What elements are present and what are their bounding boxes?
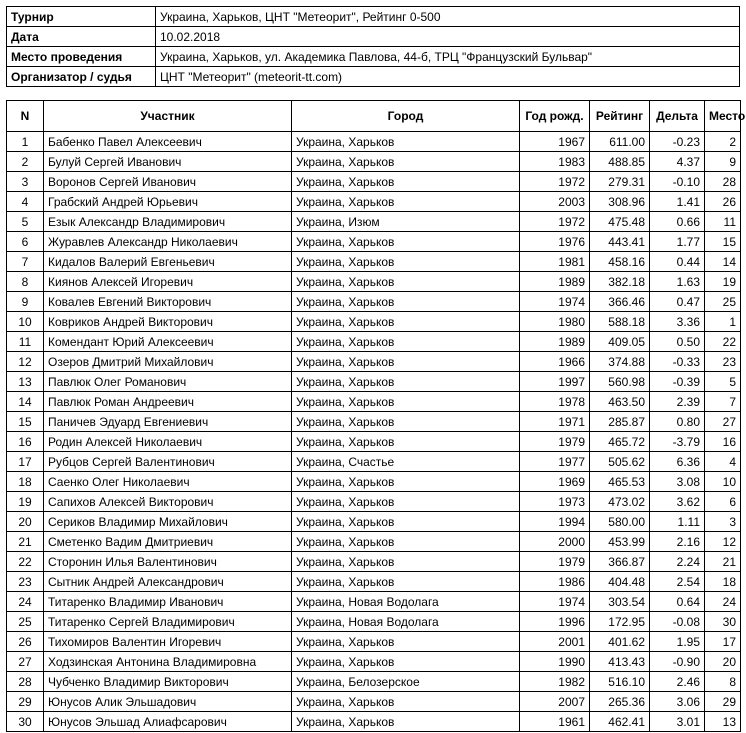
- cell-rating: 401.62: [590, 632, 650, 652]
- cell-city: Украина, Харьков: [292, 492, 520, 512]
- cell-place: 19: [705, 272, 741, 292]
- table-row: [7, 372, 741, 392]
- cell-number: 10: [7, 312, 44, 332]
- cell-rating: 279.31: [590, 172, 650, 192]
- cell-place: 21: [705, 552, 741, 572]
- cell-birth-year: 1972: [520, 172, 590, 192]
- info-value: ЦНТ "Метеорит" (meteorit-tt.com): [156, 67, 740, 87]
- cell-participant: Ковалев Евгений Викторович: [44, 292, 292, 312]
- cell-place: 16: [705, 432, 741, 452]
- cell-participant: Сторонин Илья Валентинович: [44, 552, 292, 572]
- table-row: [7, 572, 741, 592]
- col-header-number: N: [7, 101, 44, 132]
- info-row: [7, 27, 740, 47]
- cell-participant: Юнусов Алик Эльшадович: [44, 692, 292, 712]
- info-value: Украина, Харьков, ЦНТ "Метеорит", Рейтинг 0-500: [156, 7, 740, 27]
- cell-place: 12: [705, 532, 741, 552]
- cell-participant: Езык Александр Владимирович: [44, 212, 292, 232]
- cell-participant: Булуй Сергей Иванович: [44, 152, 292, 172]
- cell-participant: Родин Алексей Николаевич: [44, 432, 292, 452]
- cell-number: 26: [7, 632, 44, 652]
- cell-rating: 374.88: [590, 352, 650, 372]
- cell-number: 11: [7, 332, 44, 352]
- cell-city: Украина, Харьков: [292, 332, 520, 352]
- cell-birth-year: 1977: [520, 452, 590, 472]
- cell-rating: 465.72: [590, 432, 650, 452]
- cell-city: Украина, Харьков: [292, 712, 520, 732]
- table-row: [7, 352, 741, 372]
- cell-rating: 404.48: [590, 572, 650, 592]
- cell-birth-year: 1983: [520, 152, 590, 172]
- cell-participant: Кидалов Валерий Евгеньевич: [44, 252, 292, 272]
- cell-birth-year: 1972: [520, 212, 590, 232]
- cell-birth-year: 2007: [520, 692, 590, 712]
- cell-delta: 1.11: [650, 512, 705, 532]
- cell-place: 3: [705, 512, 741, 532]
- cell-rating: 560.98: [590, 372, 650, 392]
- cell-place: 4: [705, 452, 741, 472]
- cell-place: 8: [705, 672, 741, 692]
- col-header-birth-year: Год рожд.: [520, 101, 590, 132]
- cell-place: 5: [705, 372, 741, 392]
- cell-number: 14: [7, 392, 44, 412]
- cell-place: 22: [705, 332, 741, 352]
- cell-participant: Сметенко Вадим Дмитриевич: [44, 532, 292, 552]
- cell-place: 1: [705, 312, 741, 332]
- cell-participant: Чубченко Владимир Викторович: [44, 672, 292, 692]
- cell-delta: -0.90: [650, 652, 705, 672]
- cell-city: Украина, Харьков: [292, 172, 520, 192]
- cell-participant: Бабенко Павел Алексеевич: [44, 132, 292, 152]
- table-row: [7, 692, 741, 712]
- cell-city: Украина, Харьков: [292, 192, 520, 212]
- table-row: [7, 532, 741, 552]
- table-row: [7, 172, 741, 192]
- cell-rating: 475.48: [590, 212, 650, 232]
- cell-city: Украина, Харьков: [292, 572, 520, 592]
- cell-participant: Юнусов Эльшад Алиафсарович: [44, 712, 292, 732]
- cell-rating: 580.00: [590, 512, 650, 532]
- cell-rating: 505.62: [590, 452, 650, 472]
- cell-birth-year: 1989: [520, 332, 590, 352]
- col-header-delta: Дельта: [650, 101, 705, 132]
- cell-city: Украина, Харьков: [292, 552, 520, 572]
- cell-participant: Воронов Сергей Иванович: [44, 172, 292, 192]
- cell-participant: Ковриков Андрей Викторович: [44, 312, 292, 332]
- cell-birth-year: 1981: [520, 252, 590, 272]
- cell-birth-year: 2001: [520, 632, 590, 652]
- cell-participant: Ходзинская Антонина Владимировна: [44, 652, 292, 672]
- cell-birth-year: 1979: [520, 552, 590, 572]
- cell-city: Украина, Харьков: [292, 352, 520, 372]
- cell-rating: 473.02: [590, 492, 650, 512]
- cell-city: Украина, Харьков: [292, 512, 520, 532]
- cell-participant: Сапихов Алексей Викторович: [44, 492, 292, 512]
- cell-birth-year: 1986: [520, 572, 590, 592]
- cell-rating: 303.54: [590, 592, 650, 612]
- cell-number: 3: [7, 172, 44, 192]
- table-row: [7, 472, 741, 492]
- cell-place: 24: [705, 592, 741, 612]
- cell-city: Украина, Харьков: [292, 312, 520, 332]
- cell-rating: 443.41: [590, 232, 650, 252]
- cell-city: Украина, Харьков: [292, 152, 520, 172]
- cell-delta: 3.08: [650, 472, 705, 492]
- cell-city: Украина, Харьков: [292, 132, 520, 152]
- cell-city: Украина, Новая Водолага: [292, 592, 520, 612]
- cell-delta: 1.41: [650, 192, 705, 212]
- cell-place: 6: [705, 492, 741, 512]
- cell-place: 14: [705, 252, 741, 272]
- cell-city: Украина, Харьков: [292, 272, 520, 292]
- cell-place: 17: [705, 632, 741, 652]
- cell-birth-year: 1996: [520, 612, 590, 632]
- cell-birth-year: 1961: [520, 712, 590, 732]
- cell-city: Украина, Харьков: [292, 472, 520, 492]
- cell-birth-year: 1971: [520, 412, 590, 432]
- cell-rating: 465.53: [590, 472, 650, 492]
- cell-number: 8: [7, 272, 44, 292]
- table-row: [7, 212, 741, 232]
- cell-rating: 265.36: [590, 692, 650, 712]
- table-row: [7, 332, 741, 352]
- cell-rating: 516.10: [590, 672, 650, 692]
- cell-number: 27: [7, 652, 44, 672]
- cell-place: 10: [705, 472, 741, 492]
- cell-delta: 3.62: [650, 492, 705, 512]
- cell-rating: 409.05: [590, 332, 650, 352]
- cell-rating: 366.87: [590, 552, 650, 572]
- cell-delta: 3.06: [650, 692, 705, 712]
- info-label: Турнир: [7, 7, 156, 27]
- cell-place: 18: [705, 572, 741, 592]
- cell-delta: 0.64: [650, 592, 705, 612]
- table-row: [7, 612, 741, 632]
- cell-delta: -0.10: [650, 172, 705, 192]
- cell-delta: 0.47: [650, 292, 705, 312]
- cell-city: Украина, Харьков: [292, 532, 520, 552]
- col-header-city: Город: [292, 101, 520, 132]
- cell-place: 20: [705, 652, 741, 672]
- cell-number: 30: [7, 712, 44, 732]
- cell-birth-year: 2000: [520, 532, 590, 552]
- cell-place: 26: [705, 192, 741, 212]
- tournament-info-table: [6, 6, 740, 87]
- info-label: Организатор / судья: [7, 67, 156, 87]
- cell-birth-year: 1974: [520, 592, 590, 612]
- cell-number: 4: [7, 192, 44, 212]
- cell-number: 9: [7, 292, 44, 312]
- cell-number: 25: [7, 612, 44, 632]
- cell-number: 16: [7, 432, 44, 452]
- cell-number: 13: [7, 372, 44, 392]
- cell-delta: 0.50: [650, 332, 705, 352]
- cell-delta: 0.80: [650, 412, 705, 432]
- table-row: [7, 412, 741, 432]
- cell-place: 25: [705, 292, 741, 312]
- table-row: [7, 292, 741, 312]
- table-row: [7, 452, 741, 472]
- cell-delta: -0.23: [650, 132, 705, 152]
- cell-number: 20: [7, 512, 44, 532]
- cell-city: Украина, Харьков: [292, 252, 520, 272]
- cell-birth-year: 1997: [520, 372, 590, 392]
- cell-rating: 453.99: [590, 532, 650, 552]
- cell-place: 23: [705, 352, 741, 372]
- cell-city: Украина, Харьков: [292, 232, 520, 252]
- cell-rating: 611.00: [590, 132, 650, 152]
- cell-number: 18: [7, 472, 44, 492]
- results-header-row: [7, 101, 741, 132]
- cell-participant: Рубцов Сергей Валентинович: [44, 452, 292, 472]
- cell-participant: Киянов Алексей Игоревич: [44, 272, 292, 292]
- table-row: [7, 712, 741, 732]
- table-row: [7, 672, 741, 692]
- cell-delta: -0.08: [650, 612, 705, 632]
- info-value: Украина, Харьков, ул. Академика Павлова, 44-б, ТРЦ "Французский Бульвар": [156, 47, 740, 67]
- cell-participant: Саенко Олег Николаевич: [44, 472, 292, 492]
- cell-rating: 172.95: [590, 612, 650, 632]
- cell-birth-year: 2003: [520, 192, 590, 212]
- cell-number: 7: [7, 252, 44, 272]
- cell-city: Украина, Харьков: [292, 692, 520, 712]
- cell-rating: 462.41: [590, 712, 650, 732]
- cell-number: 1: [7, 132, 44, 152]
- table-row: [7, 492, 741, 512]
- cell-birth-year: 1982: [520, 672, 590, 692]
- cell-place: 15: [705, 232, 741, 252]
- cell-number: 22: [7, 552, 44, 572]
- cell-number: 21: [7, 532, 44, 552]
- info-row: [7, 7, 740, 27]
- cell-place: 27: [705, 412, 741, 432]
- cell-place: 11: [705, 212, 741, 232]
- cell-participant: Грабский Андрей Юрьевич: [44, 192, 292, 212]
- table-row: [7, 192, 741, 212]
- cell-number: 15: [7, 412, 44, 432]
- cell-delta: 4.37: [650, 152, 705, 172]
- cell-number: 19: [7, 492, 44, 512]
- cell-place: 9: [705, 152, 741, 172]
- cell-number: 5: [7, 212, 44, 232]
- cell-birth-year: 1990: [520, 652, 590, 672]
- cell-participant: Сериков Владимир Михайлович: [44, 512, 292, 532]
- info-row: [7, 47, 740, 67]
- col-header-place: Место: [705, 101, 741, 132]
- cell-city: Украина, Харьков: [292, 652, 520, 672]
- cell-participant: Паничев Эдуард Евгениевич: [44, 412, 292, 432]
- cell-number: 2: [7, 152, 44, 172]
- results-body: [7, 132, 741, 732]
- cell-participant: Павлюк Роман Андреевич: [44, 392, 292, 412]
- cell-city: Украина, Харьков: [292, 412, 520, 432]
- cell-participant: Комендант Юрий Алексеевич: [44, 332, 292, 352]
- cell-delta: 2.16: [650, 532, 705, 552]
- cell-rating: 413.43: [590, 652, 650, 672]
- cell-rating: 285.87: [590, 412, 650, 432]
- cell-delta: 1.63: [650, 272, 705, 292]
- cell-delta: 0.44: [650, 252, 705, 272]
- cell-city: Украина, Харьков: [292, 292, 520, 312]
- cell-delta: 3.36: [650, 312, 705, 332]
- cell-birth-year: 1966: [520, 352, 590, 372]
- cell-number: 17: [7, 452, 44, 472]
- info-value: 10.02.2018: [156, 27, 740, 47]
- cell-number: 23: [7, 572, 44, 592]
- cell-rating: 458.16: [590, 252, 650, 272]
- cell-birth-year: 1980: [520, 312, 590, 332]
- cell-place: 2: [705, 132, 741, 152]
- cell-delta: 1.77: [650, 232, 705, 252]
- table-row: [7, 312, 741, 332]
- table-row: [7, 252, 741, 272]
- table-row: [7, 272, 741, 292]
- table-row: [7, 152, 741, 172]
- cell-city: Украина, Белозерское: [292, 672, 520, 692]
- cell-number: 28: [7, 672, 44, 692]
- cell-city: Украина, Харьков: [292, 632, 520, 652]
- table-row: [7, 392, 741, 412]
- cell-city: Украина, Изюм: [292, 212, 520, 232]
- cell-delta: 1.95: [650, 632, 705, 652]
- cell-city: Украина, Харьков: [292, 392, 520, 412]
- cell-birth-year: 1974: [520, 292, 590, 312]
- cell-number: 29: [7, 692, 44, 712]
- cell-rating: 488.85: [590, 152, 650, 172]
- cell-city: Украина, Харьков: [292, 432, 520, 452]
- cell-birth-year: 1994: [520, 512, 590, 532]
- cell-rating: 588.18: [590, 312, 650, 332]
- table-row: [7, 132, 741, 152]
- table-row: [7, 632, 741, 652]
- table-row: [7, 512, 741, 532]
- cell-delta: 2.46: [650, 672, 705, 692]
- cell-participant: Титаренко Сергей Владимирович: [44, 612, 292, 632]
- cell-birth-year: 1978: [520, 392, 590, 412]
- cell-number: 12: [7, 352, 44, 372]
- col-header-rating: Рейтинг: [590, 101, 650, 132]
- cell-number: 6: [7, 232, 44, 252]
- col-header-participant: Участник: [44, 101, 292, 132]
- table-row: [7, 652, 741, 672]
- cell-birth-year: 1969: [520, 472, 590, 492]
- cell-delta: -0.33: [650, 352, 705, 372]
- cell-rating: 366.46: [590, 292, 650, 312]
- cell-participant: Титаренко Владимир Иванович: [44, 592, 292, 612]
- cell-delta: 2.54: [650, 572, 705, 592]
- cell-birth-year: 1973: [520, 492, 590, 512]
- cell-city: Украина, Счастье: [292, 452, 520, 472]
- cell-delta: 2.24: [650, 552, 705, 572]
- cell-participant: Сытник Андрей Александрович: [44, 572, 292, 592]
- cell-participant: Журавлев Александр Николаевич: [44, 232, 292, 252]
- cell-rating: 463.50: [590, 392, 650, 412]
- info-label: Место проведения: [7, 47, 156, 67]
- cell-place: 7: [705, 392, 741, 412]
- table-row: [7, 232, 741, 252]
- table-row: [7, 592, 741, 612]
- cell-delta: 2.39: [650, 392, 705, 412]
- table-row: [7, 432, 741, 452]
- info-label: Дата: [7, 27, 156, 47]
- cell-city: Украина, Харьков: [292, 372, 520, 392]
- cell-birth-year: 1976: [520, 232, 590, 252]
- cell-place: 28: [705, 172, 741, 192]
- cell-delta: 3.01: [650, 712, 705, 732]
- cell-city: Украина, Новая Водолага: [292, 612, 520, 632]
- cell-place: 30: [705, 612, 741, 632]
- cell-delta: 0.66: [650, 212, 705, 232]
- cell-delta: -0.39: [650, 372, 705, 392]
- cell-participant: Павлюк Олег Романович: [44, 372, 292, 392]
- info-row: [7, 67, 740, 87]
- tournament-info-body: [7, 7, 740, 87]
- cell-place: 29: [705, 692, 741, 712]
- cell-participant: Тихомиров Валентин Игоревич: [44, 632, 292, 652]
- cell-birth-year: 1979: [520, 432, 590, 452]
- cell-place: 13: [705, 712, 741, 732]
- cell-participant: Озеров Дмитрий Михайлович: [44, 352, 292, 372]
- cell-rating: 308.96: [590, 192, 650, 212]
- cell-number: 24: [7, 592, 44, 612]
- results-table: [6, 100, 746, 732]
- cell-delta: 6.36: [650, 452, 705, 472]
- cell-birth-year: 1989: [520, 272, 590, 292]
- cell-delta: -3.79: [650, 432, 705, 452]
- cell-birth-year: 1967: [520, 132, 590, 152]
- table-row: [7, 552, 741, 572]
- cell-rating: 382.18: [590, 272, 650, 292]
